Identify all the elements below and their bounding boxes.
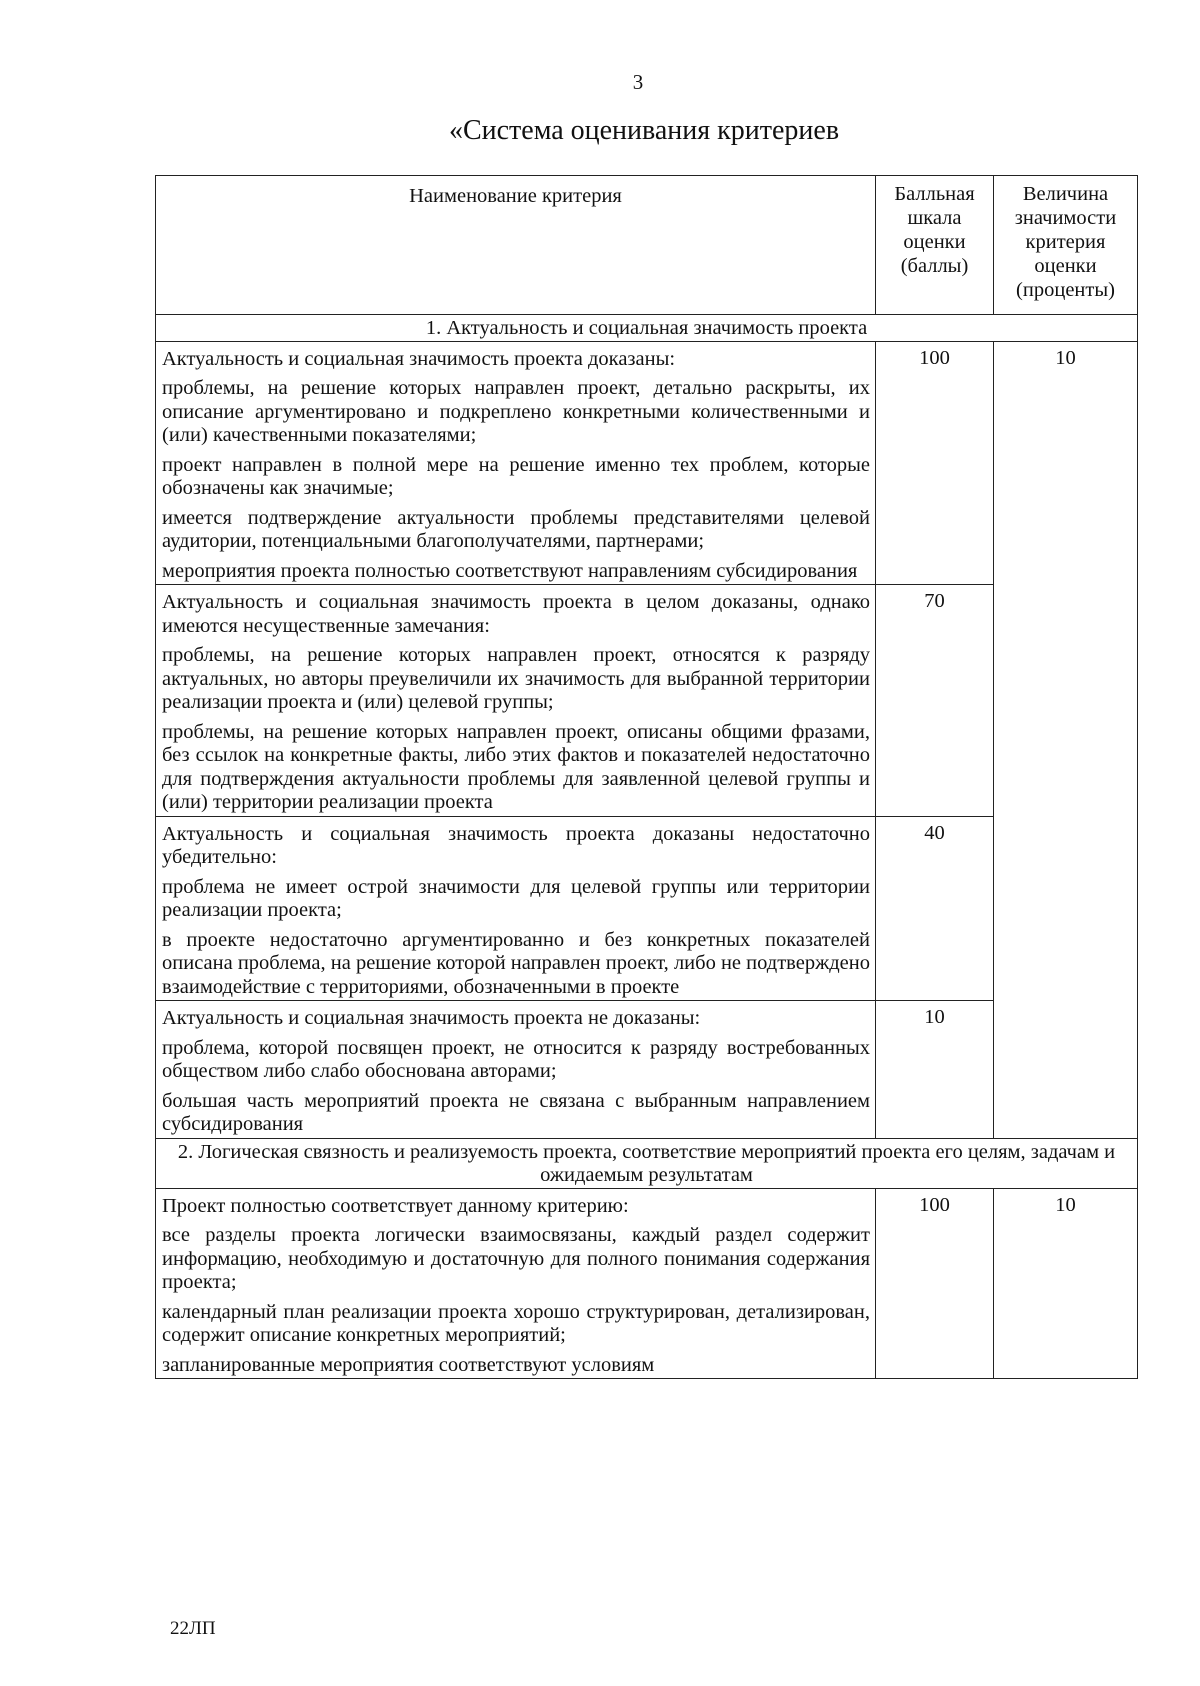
table-row (156, 1001, 1138, 1139)
criterion-item: в проекте недостаточно аргументированно и без конкретных показателей описана проблема, на решение которой направлен проект, либо не подтверждено взаимодействие с территориями, обозначенными в проекте (162, 928, 870, 998)
criterion-description (156, 816, 876, 1001)
criterion-heading: Актуальность и социальная значимость проекта доказаны недостаточно убедительно: (162, 822, 870, 868)
score-value: 40 (876, 816, 994, 1001)
criterion-description (156, 1001, 876, 1139)
table-row (156, 585, 1138, 817)
score-value: 100 (876, 1188, 994, 1379)
criterion-heading: Актуальность и социальная значимость проекта в целом доказаны, однако имеются несущественные замечания: (162, 591, 870, 637)
criterion-description (156, 585, 876, 817)
weight-value: 10 (994, 341, 1138, 1138)
table-row (156, 1188, 1138, 1379)
criterion-item: проблемы, на решение которых направлен проект, относятся к разряду актуальных, но авторы преувеличили их значимость для выбранной территории реализации проекта и (или) целевой группы; (162, 644, 870, 713)
weight-value: 10 (994, 1188, 1138, 1379)
score-value: 70 (876, 585, 994, 817)
criterion-item: календарный план реализации проекта хорошо структурирован, детализирован, содержит описание конкретных мероприятий; (162, 1300, 870, 1346)
document-title: «Система оценивания критериев (448, 115, 840, 146)
criterion-heading: Актуальность и социальная значимость проекта не доказаны: (162, 1007, 701, 1029)
criterion-description (156, 341, 876, 585)
section-title: 1. Актуальность и социальная значимость проекта (156, 315, 1138, 342)
criteria-table (155, 175, 1138, 1379)
criterion-item: проблема, которой посвящен проект, не относится к разряду востребованных обществом либо слабо обоснована авторами; (162, 1036, 870, 1082)
criterion-item: проект направлен в полной мере на решение именно тех проблем, которые обозначены как значимые; (162, 453, 870, 499)
header-weight: Величина значимости критерия оценки (проценты) (994, 176, 1138, 315)
criterion-heading: Актуальность и социальная значимость проекта доказаны: (162, 347, 676, 370)
header-score-scale: Балльная шкала оценки (баллы) (876, 176, 994, 315)
page-number: 3 (632, 70, 644, 94)
table-row (156, 816, 1138, 1001)
header-criterion-name: Наименование критерия (156, 176, 876, 315)
score-value: 100 (876, 341, 994, 585)
table-header-row (156, 176, 1138, 315)
criterion-description (156, 1188, 876, 1379)
criterion-item: запланированные мероприятия соответствуют условиям (162, 1353, 655, 1376)
criterion-item: все разделы проекта логически взаимосвязаны, каждый раздел содержит информацию, необходимую и достаточную для полного понимания содержания проекта; (162, 1224, 870, 1293)
criterion-heading: Проект полностью соответствует данному критерию: (162, 1194, 629, 1217)
table-row (156, 341, 1138, 585)
criterion-item: проблемы, на решение которых направлен проект, описаны общими фразами, без ссылок на конкретные факты, либо этих фактов и показателей недостаточно для подтверждения актуальности проблемы для заявленной целевой группы и (или) территории реализации проекта (162, 720, 870, 813)
section-title: 2. Логическая связность и реализуемость проекта, соответствие мероприятий проекта его целям, задачам и ожидаемым результатам (156, 1138, 1138, 1188)
footer-document-code: 22ЛП (170, 1618, 216, 1639)
criterion-item: проблемы, на решение которых направлен проект, детально раскрыты, их описание аргументировано и подкреплено конкретными количественными и (или) качественными показателями; (162, 377, 870, 446)
section-row (156, 315, 1138, 342)
score-value: 10 (876, 1001, 994, 1139)
criterion-item: мероприятия проекта полностью соответствуют направлениям субсидирования (162, 559, 858, 582)
criterion-item: большая часть мероприятий проекта не связана с выбранным направлением субсидирования (162, 1089, 870, 1135)
section-row (156, 1138, 1138, 1188)
criterion-item: имеется подтверждение актуальности проблемы представителями целевой аудитории, потенциальными благополучателями, партнерами; (162, 506, 870, 552)
criterion-item: проблема не имеет острой значимости для целевой группы или территории реализации проекта; (162, 875, 870, 921)
